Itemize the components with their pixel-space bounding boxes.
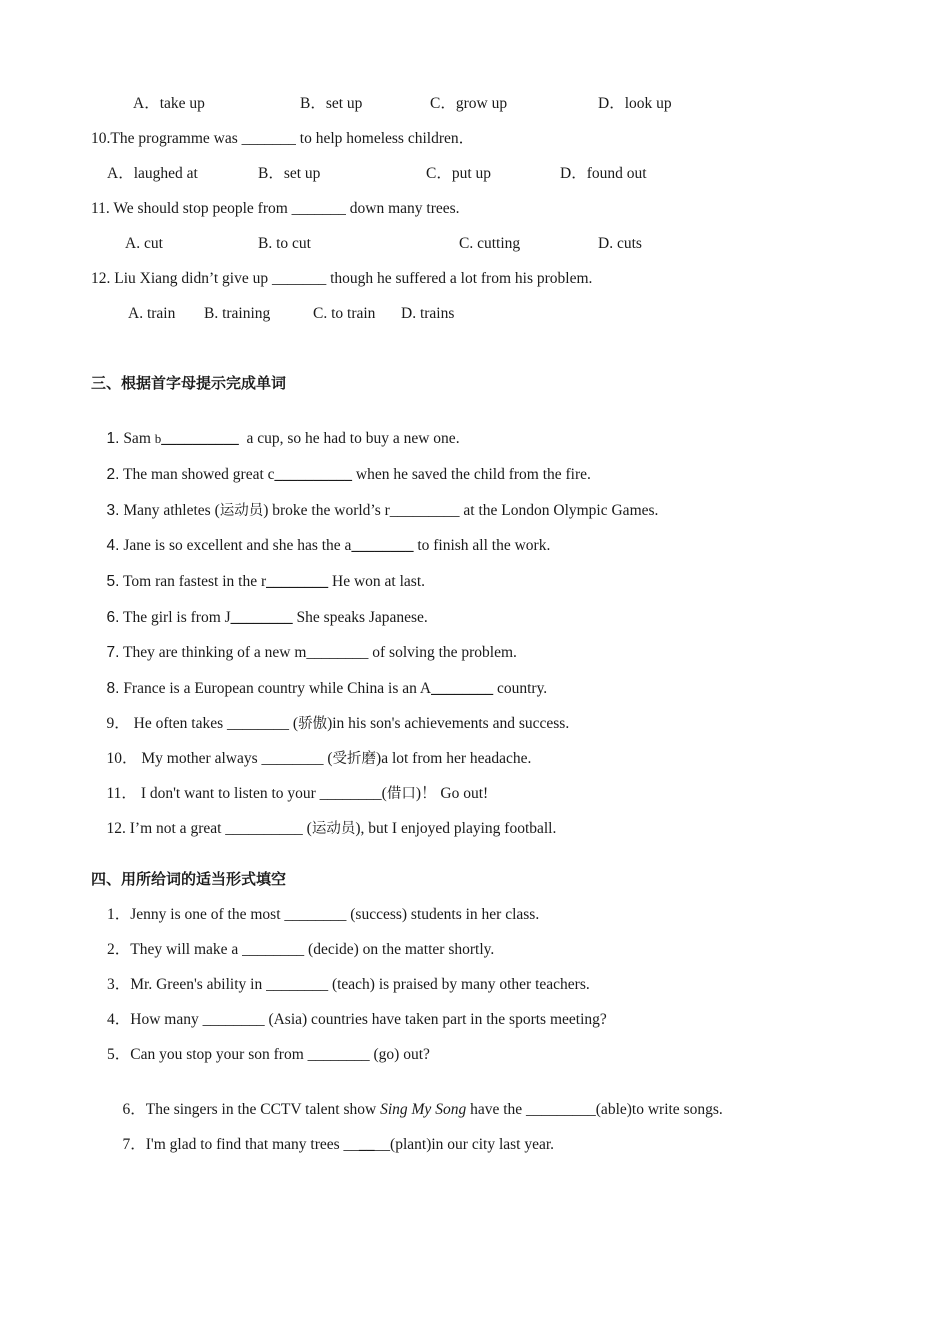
s3-item-12: 12. I’m not a great __________ (运动员), but I enjoyed playing football. xyxy=(106,820,557,837)
item-number: 12. xyxy=(106,820,126,837)
item-number: 3. xyxy=(106,502,120,519)
item-number: 10． xyxy=(106,750,138,767)
s3-item-8: 8. France is a European country while China is an A________ country. xyxy=(106,680,548,697)
item-number: 7. xyxy=(106,644,120,661)
q10-option-a: A．laughed at xyxy=(107,165,198,182)
item-number: 4. xyxy=(106,537,120,554)
item-number: 6. xyxy=(106,609,120,626)
question-11: 11. We should stop people from _______ down many trees. xyxy=(91,200,460,217)
s3-item-4: 4. Jane is so excellent and she has the a________ to finish all the work. xyxy=(106,537,551,554)
section-4-title: 四、用所给词的适当形式填空 xyxy=(91,870,287,888)
q10-option-d: D．found out xyxy=(560,165,647,182)
q12-option-c: C. to train xyxy=(313,305,376,322)
item-number: 11． xyxy=(106,785,137,802)
section-3-title: 三、根据首字母提示完成单词 xyxy=(91,374,287,392)
s3-item-5: 5. Tom ran fastest in the r________ He won at last. xyxy=(106,573,426,590)
s4-item-4: 4．How many ________ (Asia) countries have taken part in the sports meeting? xyxy=(107,1011,607,1028)
item-number: 8. xyxy=(106,680,120,697)
s3-item-10: 10． My mother always ________ (受折磨)a lot from her headache. xyxy=(106,750,532,767)
s4-item-3: 3．Mr. Green's ability in ________ (teach) is praised by many other teachers. xyxy=(107,976,590,993)
s4-item-7: 7．I'm glad to find that many trees ______(plant)in our city last year. xyxy=(122,1136,555,1153)
song-title: Sing My Song xyxy=(380,1101,467,1118)
s4-item-6: 6．The singers in the CCTV talent show Sing My Song have the _________(able)to write songs. xyxy=(122,1101,723,1118)
q10-option-b: B．set up xyxy=(258,165,321,182)
q9-option-b: B．set up xyxy=(300,95,363,112)
s4-item-2: 2．They will make a ________ (decide) on the matter shortly. xyxy=(107,941,495,958)
s3-item-3: 3. Many athletes (运动员) broke the world’s r_________ at the London Olympic Games. xyxy=(106,502,659,519)
s3-item-2: 2. The man showed great c__________ when he saved the child from the fire. xyxy=(106,466,591,483)
item-number: 5. xyxy=(106,573,120,590)
q12-option-a: A. train xyxy=(128,305,176,322)
q12-option-b: B. training xyxy=(204,305,271,322)
q11-option-a: A. cut xyxy=(125,235,163,252)
q11-option-b: B. to cut xyxy=(258,235,311,252)
s3-item-7: 7. They are thinking of a new m________ of solving the problem. xyxy=(106,644,517,661)
s3-item-9: 9． He often takes ________ (骄傲)in his son's achievements and success. xyxy=(106,715,570,732)
item-number: 2. xyxy=(106,466,120,483)
s3-item-1: 1. Sam b__________ a cup, so he had to buy a new one. xyxy=(106,430,460,447)
question-12: 12. Liu Xiang didn’t give up _______ though he suffered a lot from his problem. xyxy=(91,270,593,287)
q9-option-a: A．take up xyxy=(133,95,205,112)
question-10: 10.The programme was _______ to help homeless children． xyxy=(91,130,475,147)
q9-option-c: C．grow up xyxy=(430,95,508,112)
item-number: 1. xyxy=(106,430,120,447)
s3-item-11: 11． I don't want to listen to your ________(借口)！ Go out! xyxy=(106,785,489,802)
q12-option-d: D. trains xyxy=(401,305,455,322)
q10-option-c: C．put up xyxy=(426,165,492,182)
item-number: 9． xyxy=(106,715,130,732)
s3-item-6: 6. The girl is from J________ She speaks Japanese. xyxy=(106,609,428,626)
s4-item-5: 5．Can you stop your son from ________ (go) out? xyxy=(107,1046,430,1063)
q11-option-d: D. cuts xyxy=(598,235,642,252)
q9-option-d: D．look up xyxy=(598,95,672,112)
s4-item-1: 1．Jenny is one of the most ________ (success) students in her class. xyxy=(107,906,540,923)
q11-option-c: C. cutting xyxy=(459,235,521,252)
